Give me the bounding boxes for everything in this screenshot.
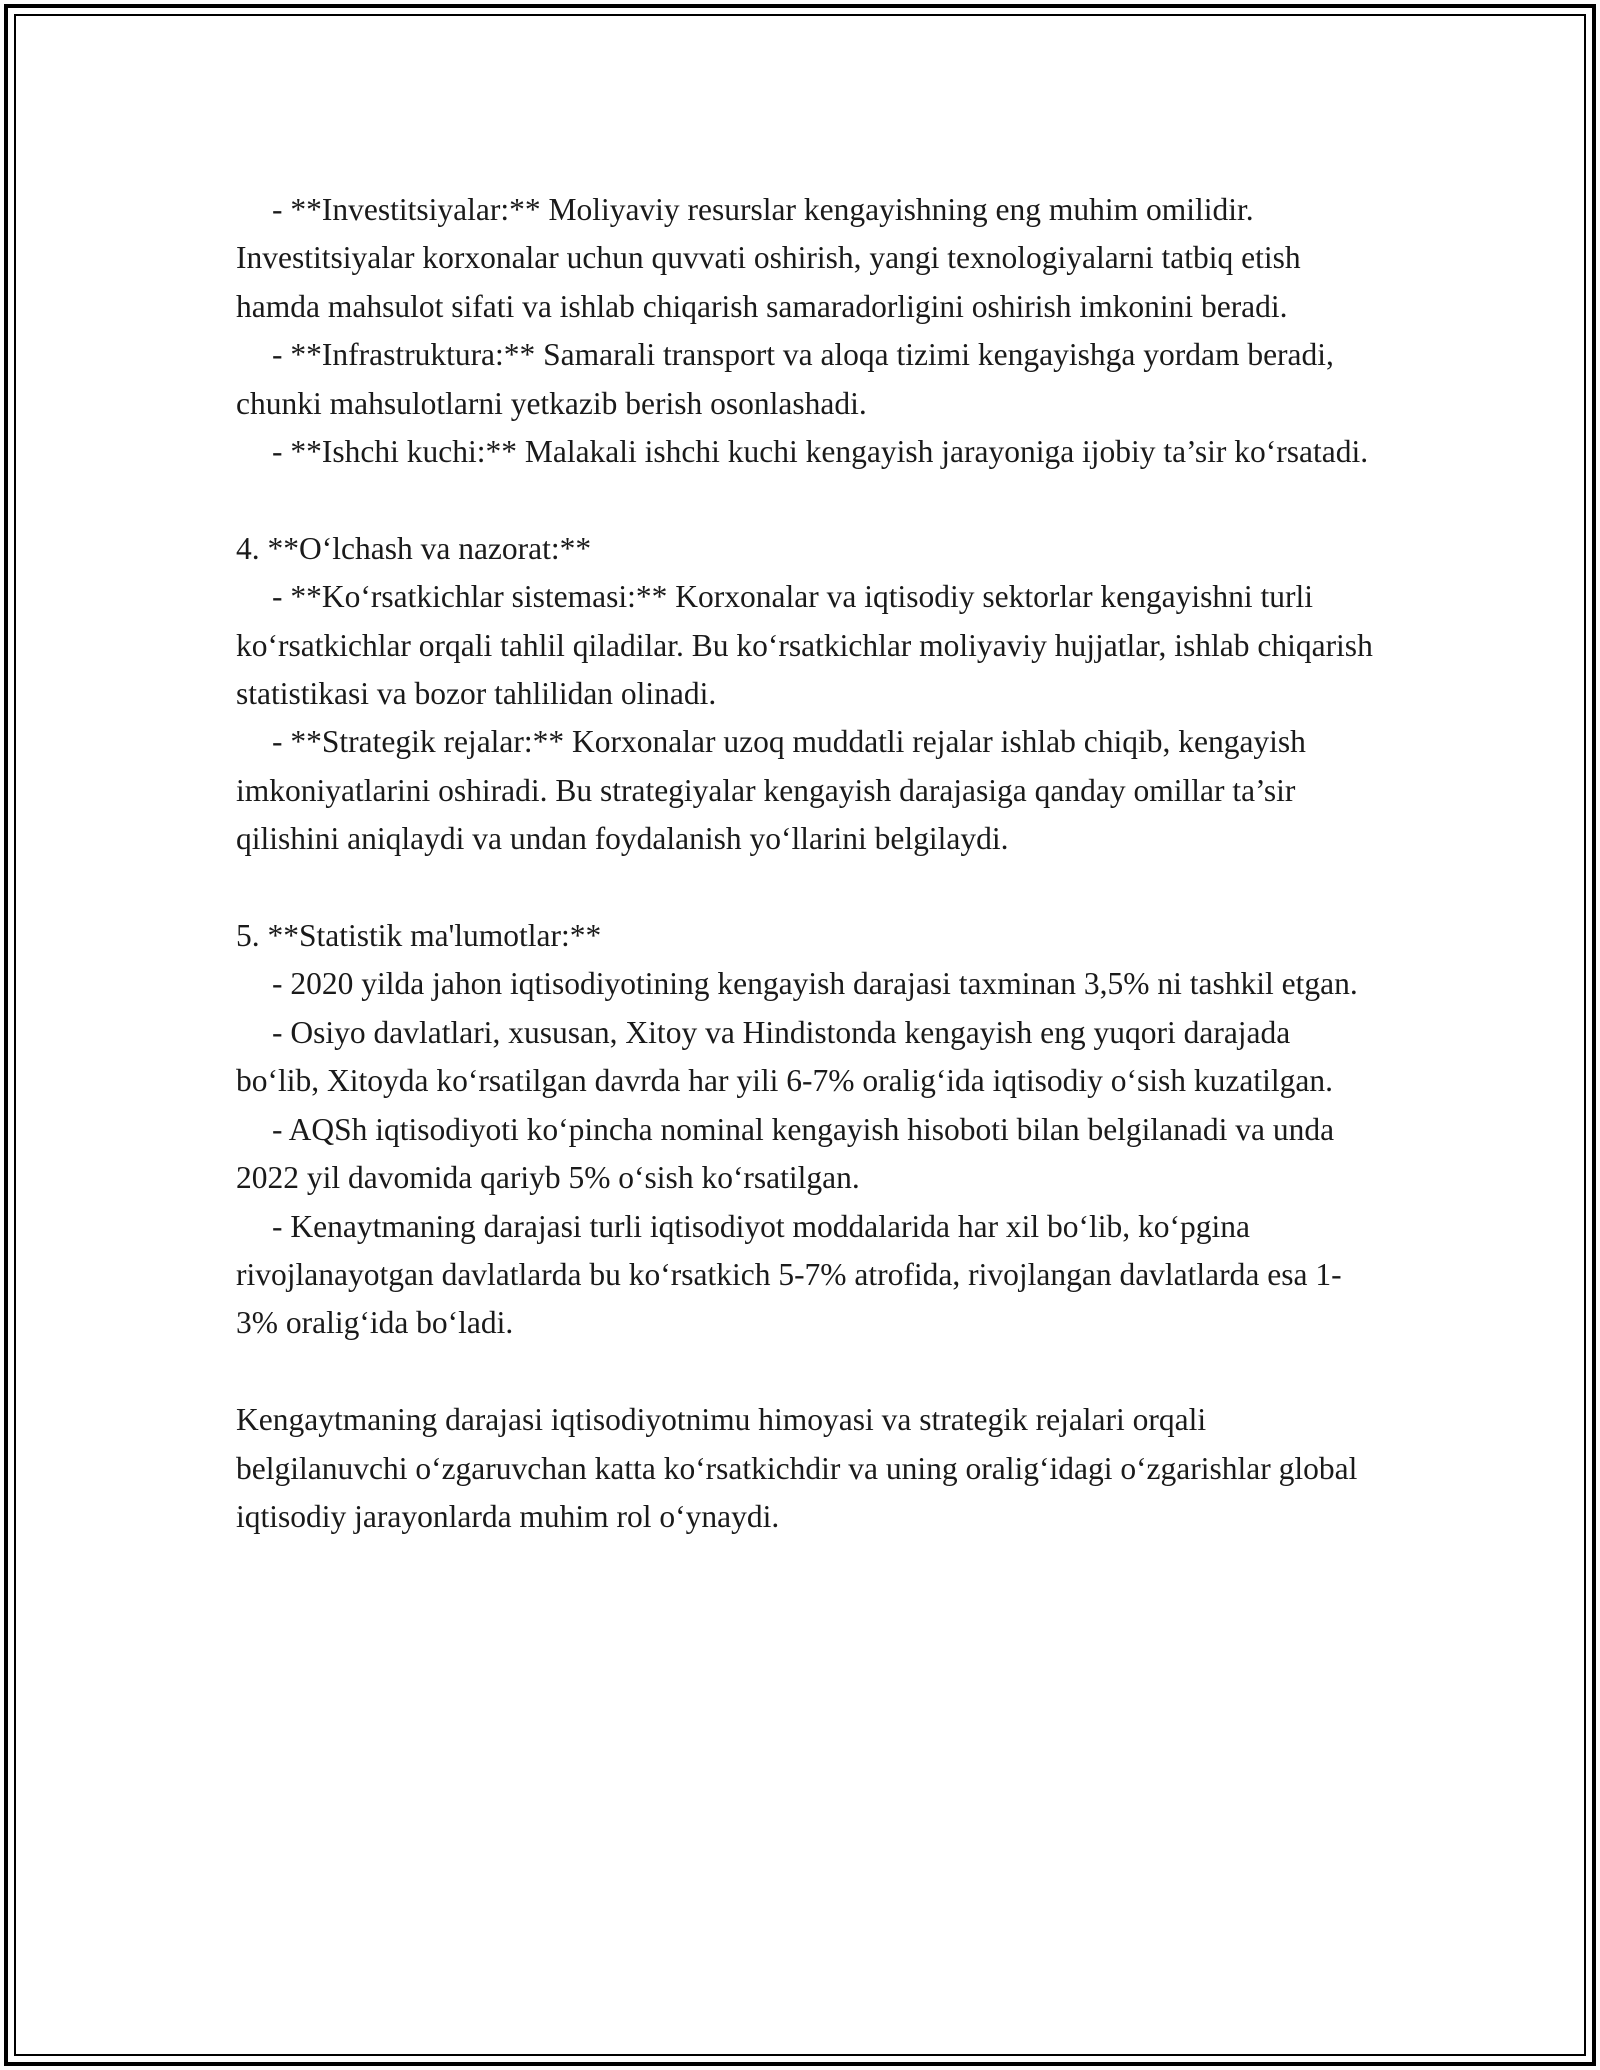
section-heading-measurement: 4. **O‘lchash va nazorat:** [236, 530, 592, 566]
document-body [236, 186, 1381, 1541]
section-heading-statistics: 5. **Statistik ma'lumotlar:** [236, 918, 602, 954]
paragraph-gap [236, 476, 1376, 524]
paragraph-gap [236, 1348, 1376, 1396]
list-item-indicator-system: - **Ko‘rsatkichlar sistemasi:** Korxonalar va iqtisodiy sektorlar kengayishni turli ko‘rsatkichlar orqali tahlil qiladilar. Bu ko‘rsatkichlar moliyaviy hujjatlar, ishlab chiqarish statistikasi va bozor tahlilidan olinadi. [236, 579, 1381, 712]
paragraph-gap [236, 864, 1376, 912]
list-item-usa: - AQSh iqtisodiyoti ko‘pincha nominal kengayish hisoboti bilan belgilanadi va unda 2022 yil davomida qariyb 5% o‘sish ko‘rsatilgan. [236, 1111, 1342, 1196]
list-item-investments: - **Investitsiyalar:** Moliyaviy resurslar kengayishning eng muhim omilidir. Investitsiyalar korxonalar uchun quvvati oshirish, yangi texnologiyalarni tatbiq etish hamda mahsulot sifati va ishlab chiqarish samaradorligini oshirish imkonini beradi. [236, 192, 1309, 324]
list-item-workforce: - **Ishchi kuchi:** Malakali ishchi kuchi kengayish jarayoniga ijobiy ta’sir ko‘rsatadi. [272, 434, 1369, 470]
list-item-strategic-plans: - **Strategik rejalar:** Korxonalar uzoq muddatli rejalar ishlab chiqib, kengayish imkoniyatlarini oshiradi. Bu strategiyalar kengayish darajasiga qanday omillar ta’sir qilishini aniqlaydi va undan foydalanish yo‘llarini belgilaydi. [236, 724, 1314, 857]
list-item-infrastructure: - **Infrastruktura:** Samarali transport va aloqa tizimi kengayishga yordam beradi, chunki mahsulotlarni yetkazib berish osonlashadi. [236, 337, 1342, 421]
list-item-rates: - Kenaytmaning darajasi turli iqtisodiyot moddalarida har xil bo‘lib, ko‘pgina rivojlanayotgan davlatlarda bu ko‘rsatkich 5-7% atrofida, rivojlangan davlatlarda esa 1-3% oralig‘ida bo‘ladi. [236, 1208, 1342, 1341]
list-item-world-2020: - 2020 yilda jahon iqtisodiyotining kengayish darajasi taxminan 3,5% ni tashkil etgan. [272, 966, 1358, 1002]
list-item-asia: - Osiyo davlatlari, xususan, Xitoy va Hindistonda kengayish eng yuqori darajada bo‘lib, Xitoyda ko‘rsatilgan davrda har yili 6-7% oralig‘ida iqtisodiy o‘sish kuzatilgan. [236, 1014, 1334, 1099]
conclusion-paragraph: Kengaytmaning darajasi iqtisodiyotnimu himoyasi va strategik rejalari orqali belgilanuvchi o‘zgaruvchan katta ko‘rsatkichdir va uning oralig‘idagi o‘zgarishlar global iqtisodiy jarayonlarda muhim rol o‘ynaydi. [236, 1402, 1366, 1534]
